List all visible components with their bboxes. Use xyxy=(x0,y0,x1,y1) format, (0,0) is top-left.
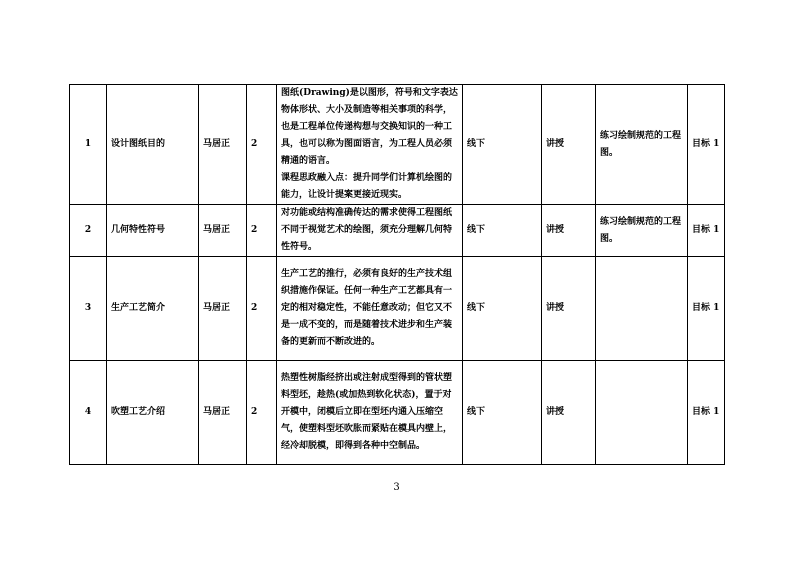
row-hours: 2 xyxy=(247,205,277,257)
row-index: 1 xyxy=(70,85,107,205)
row-index: 3 xyxy=(70,257,107,361)
table-row xyxy=(70,361,725,465)
row-topic: 生产工艺简介 xyxy=(107,257,199,361)
row-requirement xyxy=(596,257,688,361)
row-topic: 设计图纸目的 xyxy=(107,85,199,205)
row-content-cell xyxy=(277,205,463,257)
row-content-extra: 课程思政融入点：提升同学们计算机绘图的能力，让设计提案更接近现实。 xyxy=(281,173,453,200)
row-goal: 目标 1 xyxy=(688,85,725,205)
row-teacher: 马居正 xyxy=(199,361,247,465)
row-mode: 线下 xyxy=(463,205,542,257)
row-hours: 2 xyxy=(247,361,277,465)
table-row xyxy=(70,85,725,205)
row-method: 讲授 xyxy=(542,361,596,465)
row-content: 图纸(Drawing)是以图形，符号和文字表达物体形状、大小及制造等相关事项的科学，也是工程单位传递构想与交换知识的一种工具，也可以称为图面语言，为工程人员必须精通的语言。 xyxy=(281,88,458,166)
row-index: 4 xyxy=(70,361,107,465)
row-content-cell xyxy=(277,257,463,361)
row-requirement: 练习绘制规范的工程图。 xyxy=(596,85,688,205)
row-requirement xyxy=(596,361,688,465)
row-topic: 吹塑工艺介绍 xyxy=(107,361,199,465)
row-mode: 线下 xyxy=(463,257,542,361)
row-mode: 线下 xyxy=(463,361,542,465)
row-teacher: 马居正 xyxy=(199,205,247,257)
course-schedule-table xyxy=(69,84,725,465)
row-method: 讲授 xyxy=(542,205,596,257)
page-number: 3 xyxy=(393,482,400,493)
row-hours: 2 xyxy=(247,257,277,361)
row-goal: 目标 1 xyxy=(688,361,725,465)
row-content-cell xyxy=(277,85,463,205)
row-topic: 几何特性符号 xyxy=(107,205,199,257)
row-hours: 2 xyxy=(247,85,277,205)
row-goal: 目标 1 xyxy=(688,257,725,361)
row-content: 热塑性树脂经挤出或注射成型得到的管状塑料型坯，趁热(或加热到软化状态)，置于对开模中，闭模后立即在型坯内通入压缩空气，使塑料型坯吹胀而紧贴在模具内壁上，经冷却脱模，即得到各种中空制品。 xyxy=(281,373,453,451)
row-requirement: 练习绘制规范的工程图。 xyxy=(596,205,688,257)
table-row xyxy=(70,205,725,257)
row-teacher: 马居正 xyxy=(199,257,247,361)
row-method: 讲授 xyxy=(542,257,596,361)
row-teacher: 马居正 xyxy=(199,85,247,205)
row-mode: 线下 xyxy=(463,85,542,205)
table-row xyxy=(70,257,725,361)
row-content: 生产工艺的推行，必须有良好的生产技术组织措施作保证。任何一种生产工艺都具有一定的相对稳定性，不能任意改动；但它又不是一成不变的，而是随着技术进步和生产装备的更新而不断改进的。 xyxy=(281,269,453,347)
row-index: 2 xyxy=(70,205,107,257)
row-content: 对功能或结构准确传达的需求使得工程图纸不同于视觉艺术的绘图，须充分理解几何特性符号。 xyxy=(281,208,453,252)
row-goal: 目标 1 xyxy=(688,205,725,257)
row-content-cell xyxy=(277,361,463,465)
row-method: 讲授 xyxy=(542,85,596,205)
